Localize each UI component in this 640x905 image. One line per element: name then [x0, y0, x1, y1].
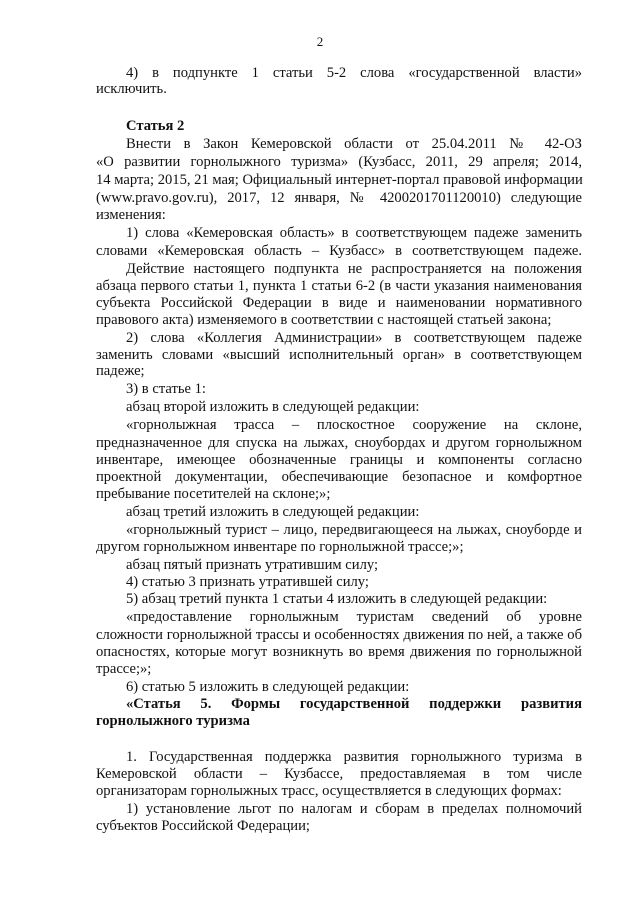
text-line: проектной документации, обеспечивающие безопасное и комфортное — [96, 469, 582, 485]
text-line: 6) статью 5 изложить в следующей редакции: — [126, 679, 410, 695]
article-5-heading: «Статья 5. Формы государственной поддержки развития — [126, 696, 582, 712]
text-line: «горнолыжная трасса – плоскостное сооружение на склоне, — [126, 417, 582, 433]
text-line: 5) абзац третий пункта 1 статьи 4 изложить в следующей редакции: — [126, 591, 548, 607]
text-line: падеже; — [96, 363, 145, 379]
text-line: 4) в подпункте 1 статьи 5-2 слова «государственной власти» — [126, 65, 582, 81]
text-line: абзац второй изложить в следующей редакции: — [126, 399, 420, 415]
text-line: 1) слова «Кемеровская область» в соответствующем падеже заменить — [126, 225, 582, 241]
text-line: 3) в статье 1: — [126, 381, 206, 397]
text-line: «О развитии горнолыжного туризма» (Кузбасс, 2011, 29 апреля; 2014, — [96, 154, 582, 170]
text-line: Действие настоящего подпункта не распространяется на положения — [126, 261, 582, 277]
text-line: абзац пятый признать утратившим силу; — [126, 557, 379, 573]
text-line: абзаца первого статьи 1, пункта 1 статьи 6-2 (в части указания наименования — [96, 278, 582, 294]
text-line: другом горнолыжном инвентаре по горнолыжной трассе;»; — [96, 539, 464, 555]
text-line: Кемеровской области – Кузбассе, предоставляемая в том числе — [96, 766, 582, 782]
text-line: изменения: — [96, 207, 166, 223]
text-line: абзац третий изложить в следующей редакции: — [126, 504, 420, 520]
text-line: 14 марта; 2015, 21 мая; Официальный интернет-портал правовой информации — [96, 172, 583, 188]
text-line: субъекта Российской Федерации в виде и наименовании нормативного — [96, 295, 582, 311]
article-5-heading: горнолыжного туризма — [96, 713, 250, 729]
text-line: инвентаре, имеющее обозначенные границы и компоненты согласно — [96, 452, 582, 468]
text-line: правового акта) изменяемого в соответствии с настоящей статьей закона; — [96, 312, 552, 328]
article-heading: Статья 2 — [126, 118, 185, 134]
text-line: 2) слова «Коллегия Администрации» в соответствующем падеже — [126, 330, 582, 346]
text-line: 1) установление льгот по налогам и сборам в пределах полномочий — [126, 801, 582, 817]
text-line: Внести в Закон Кемеровской области от 25.04.2011 № 42-ОЗ — [126, 136, 582, 152]
text-line: предназначенное для спуска на лыжах, сноубордах и другом горнолыжном — [96, 435, 582, 451]
text-line: исключить. — [96, 81, 167, 97]
text-line: 4) статью 3 признать утратившей силу; — [126, 574, 369, 590]
text-line: 1. Государственная поддержка развития горнолыжного туризма в — [126, 749, 582, 765]
text-line: субъектов Российской Федерации; — [96, 818, 310, 834]
text-line: «горнолыжный турист – лицо, передвигающееся на лыжах, сноуборде и — [126, 522, 582, 538]
text-line: опасностях, которые могут возникнуть во время движения по горнолыжной — [96, 644, 582, 660]
text-line: (www.pravo.gov.ru), 2017, 12 января, № 4200201701120010) следующие — [96, 190, 582, 206]
text-line: трассе;»; — [96, 661, 152, 677]
text-line: организаторам горнолыжных трасс, осуществляется в следующих формах: — [96, 783, 562, 799]
text-line: заменить словами «высший исполнительный орган» в соответствующем — [96, 347, 582, 363]
text-line: «предоставление горнолыжным туристам сведений об уровне — [126, 609, 582, 625]
text-line: сложности горнолыжной трассы и особенностях движения по ней, а также об — [96, 627, 582, 643]
page-number: 2 — [316, 34, 324, 49]
text-line: пребывание посетителей на склоне;»; — [96, 486, 331, 502]
text-line: словами «Кемеровская область – Кузбасс» в соответствующем падеже. — [96, 243, 582, 259]
